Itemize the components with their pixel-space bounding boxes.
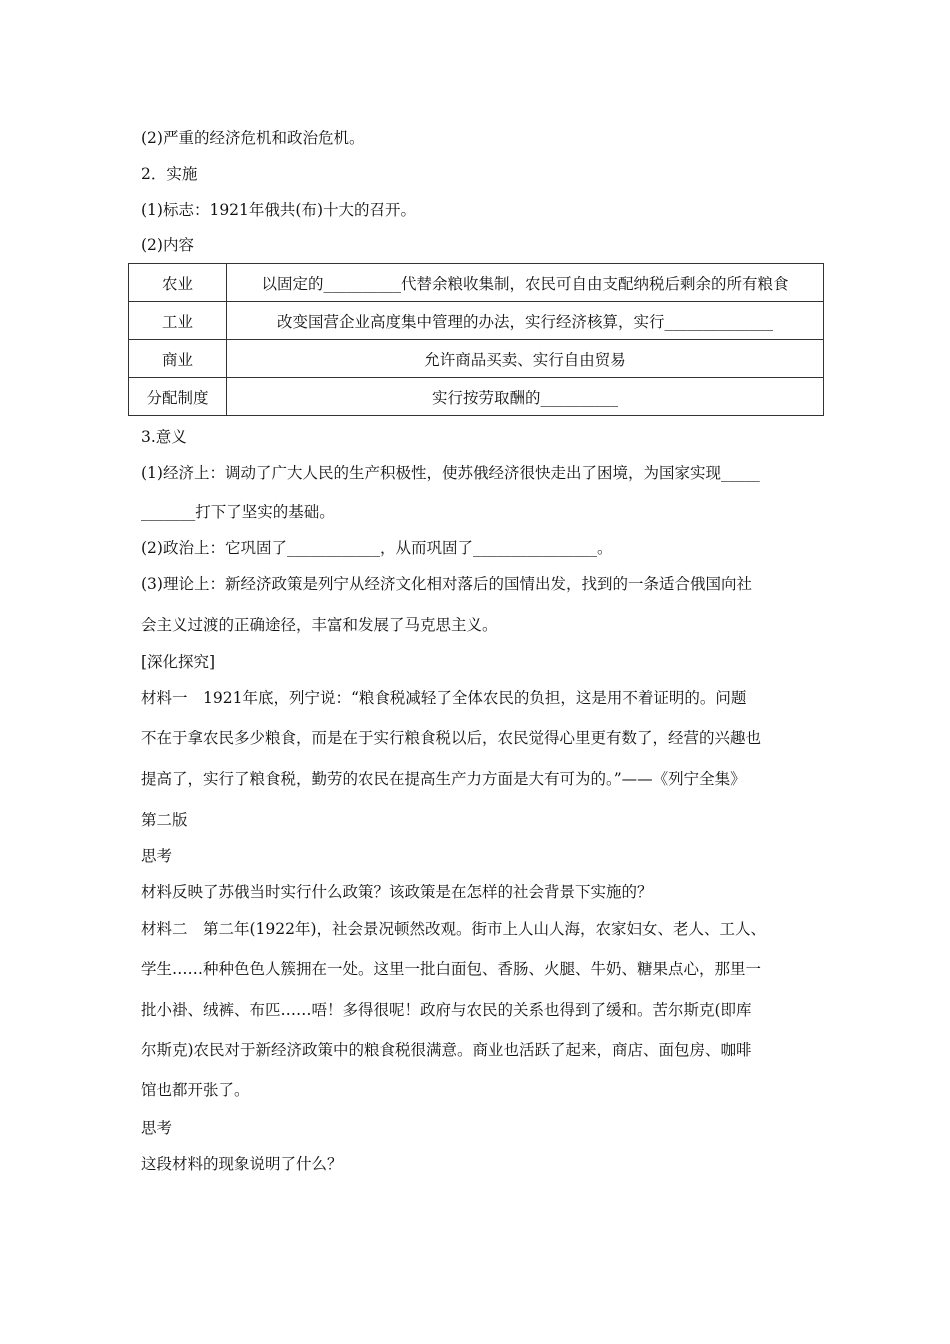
question-2: 这段材料的现象说明了什么？: [141, 1155, 343, 1173]
material1-line: 材料一 1921年底，列宁说：“粮食税减轻了全体农民的负担，这是用不着证明的。问题: [141, 689, 747, 707]
significance-economic-line-2: _______打下了坚实的基础。: [141, 503, 335, 521]
deepen-heading: [深化探究]: [141, 653, 216, 671]
table-category-cell: 农业: [129, 264, 227, 302]
material1-line: 提高了，实行了粮食税，勤劳的农民在提高生产力方面是大有可为的。”——《列宁全集》: [141, 770, 746, 788]
policy-content-table: [128, 263, 824, 416]
table-category-cell: 商业: [129, 340, 227, 378]
implementation-sign: (1)标志：1921年俄共(布)十大的召开。: [141, 201, 416, 219]
table-row: [129, 340, 824, 378]
table-text-cell: 允许商品买卖、实行自由贸易: [227, 340, 824, 378]
think-label-1: 思考: [141, 847, 173, 865]
material2-line: 批小褂、绒裤、布匹……唔！多得很呢！政府与农民的关系也得到了缓和。苦尔斯克(即库: [141, 1001, 752, 1019]
section-heading-significance: 3.意义: [141, 428, 187, 446]
material1-line: 第二版: [141, 811, 188, 829]
significance-political: (2)政治上：它巩固了____________，从而巩固了________________。: [141, 539, 613, 557]
material2-line: 尔斯克)农民对于新经济政策中的粮食税很满意。商业也活跃了起来，商店、面包房、咖啡: [141, 1041, 752, 1059]
significance-theory-line-2: 会主义过渡的正确途径，丰富和发展了马克思主义。: [141, 616, 498, 634]
material2-line: 学生……种种色色人簇拥在一处。这里一批白面包、香肠、火腿、牛奶、糖果点心，那里一: [141, 960, 762, 978]
significance-theory-line-1: (3)理论上：新经济政策是列宁从经济文化相对落后的国情出发，找到的一条适合俄国向社: [141, 575, 752, 593]
table-category-cell: 工业: [129, 302, 227, 340]
table-text-cell: 实行按劳取酬的__________: [227, 378, 824, 416]
material2-line: 材料二 第二年(1922年)，社会景况顿然改观。街市上人山人海，农家妇女、老人、工人、: [141, 920, 767, 938]
section-heading-implementation: 2．实施: [141, 165, 198, 183]
material1-line: 不在于拿农民多少粮食，而是在于实行粮食税以后，农民觉得心里更有数了，经营的兴趣也: [141, 729, 762, 747]
question-1: 材料反映了苏俄当时实行什么政策？该政策是在怎样的社会背景下实施的？: [141, 883, 653, 901]
implementation-content-heading: (2)内容: [141, 236, 194, 254]
table-row: [129, 302, 824, 340]
background-point-2: (2)严重的经济危机和政治危机。: [141, 129, 365, 147]
table-category-cell: 分配制度: [129, 378, 227, 416]
significance-economic-line-1: (1)经济上：调动了广大人民的生产积极性，使苏俄经济很快走出了困境，为国家实现_____: [141, 464, 760, 482]
table-row: [129, 264, 824, 302]
table-text-cell: 改变国营企业高度集中管理的办法，实行经济核算，实行______________: [227, 302, 824, 340]
think-label-2: 思考: [141, 1119, 173, 1137]
table-text-cell: 以固定的__________代替余粮收集制，农民可自由支配纳税后剩余的所有粮食: [227, 264, 824, 302]
material2-line: 馆也都开张了。: [141, 1081, 250, 1099]
table-row: [129, 378, 824, 416]
